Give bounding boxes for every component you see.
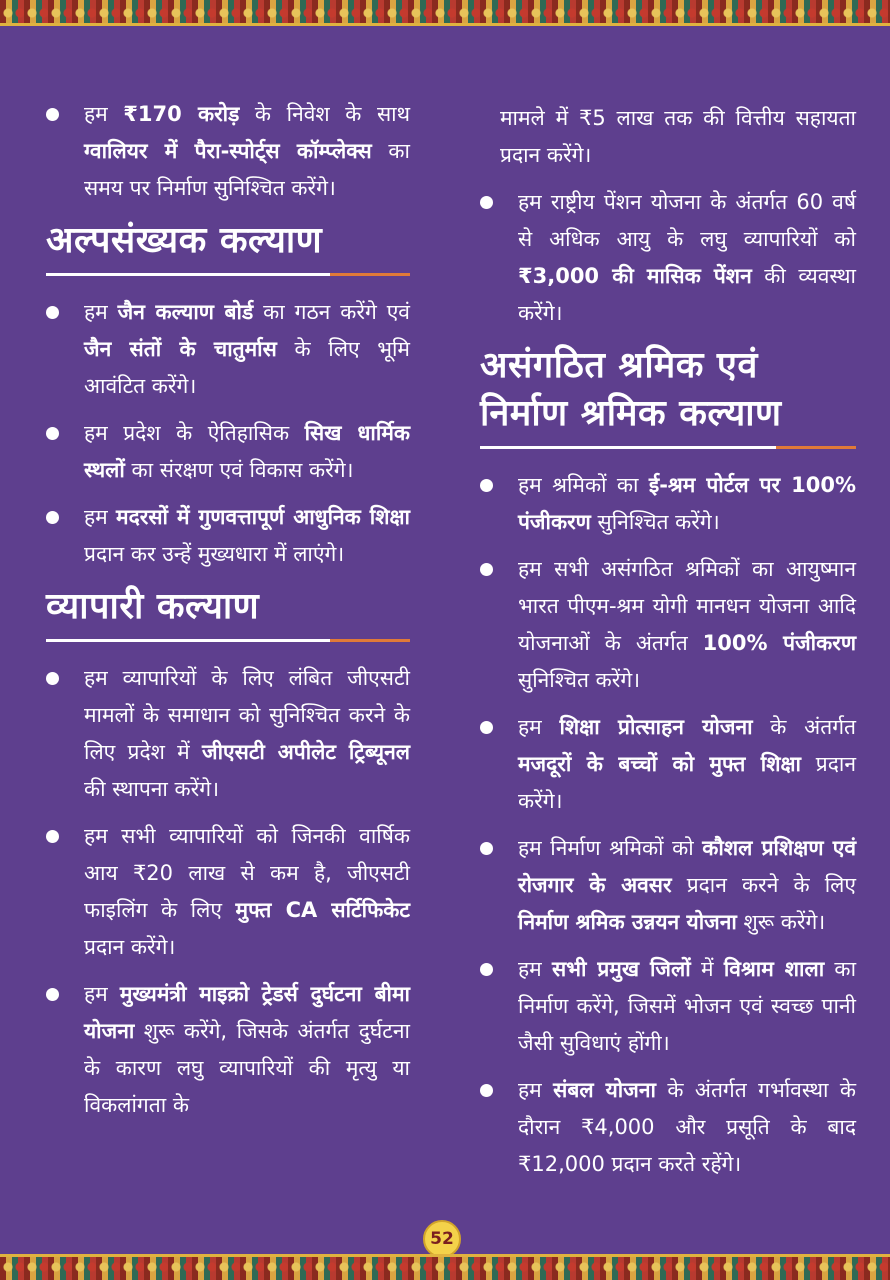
page-number: 52 [423, 1220, 461, 1258]
traders-continued-list [480, 100, 856, 332]
decorative-border-bottom [0, 1254, 890, 1280]
workers-welfare-list [480, 467, 856, 1183]
section-heading-traders-welfare: व्यापारी कल्याण [46, 586, 260, 627]
list-item: हम ₹170 करोड़ के निवेश के साथ ग्वालियर में पैरा-स्पोर्ट्स कॉम्प्लेक्स का समय पर निर्माण सुनिश्चित करेंगे। [46, 96, 410, 207]
list-item: हम निर्माण श्रमिकों को कौशल प्रशिक्षण एवं रोजगार के अवसर प्रदान करने के लिए निर्माण श्रमिक उन्नयन योजना शुरू करेंगे। [480, 830, 856, 941]
list-item: हम सभी असंगठित श्रमिकों का आयुष्मान भारत पीएम-श्रम योगी मानधन योजना आदि योजनाओं के अंतर्गत 100% पंजीकरण सुनिश्चित करेंगे। [480, 551, 856, 699]
heading-underline [46, 273, 410, 276]
section-heading-minority-welfare: अल्पसंख्यक कल्याण [46, 220, 323, 261]
heading-underline [46, 639, 410, 642]
list-item: हम मुख्यमंत्री माइक्रो ट्रेडर्स दुर्घटना बीमा योजना शुरू करेंगे, जिसके अंतर्गत दुर्घटना के कारण लघु व्यापारियों की मृत्यु या विकलांगता के [46, 976, 410, 1124]
list-item: हम श्रमिकों का ई-श्रम पोर्टल पर 100% पंजीकरण सुनिश्चित करेंगे। [480, 467, 856, 541]
heading-underline [480, 446, 856, 449]
right-column [480, 100, 856, 1193]
sports-list [46, 96, 410, 207]
list-item: हम सभी व्यापारियों को जिनकी वार्षिक आय ₹20 लाख से कम है, जीएसटी फाइलिंग के लिए मुफ्त CA सर्टिफिकेट प्रदान करेंगे। [46, 818, 410, 966]
list-item: हम सभी प्रमुख जिलों में विश्राम शाला का निर्माण करेंगे, जिसमें भोजन एवं स्वच्छ पानी जैसी सुविधाएं होंगी। [480, 951, 856, 1062]
list-item: हम मदरसों में गुणवत्तापूर्ण आधुनिक शिक्षा प्रदान कर उन्हें मुख्यधारा में लाएंगे। [46, 499, 410, 573]
section-heading-workers-welfare [480, 342, 856, 438]
decorative-border-top [0, 0, 890, 26]
left-column [46, 96, 410, 1134]
list-item-continuation: मामले में ₹5 लाख तक की वित्तीय सहायता प्रदान करेंगे। [500, 106, 856, 167]
list-item: हम व्यापारियों के लिए लंबित जीएसटी मामलों के समाधान को सुनिश्चित करने के लिए प्रदेश में जीएसटी अपीलेट ट्रिब्यूनल की स्थापना करेंगे। [46, 660, 410, 808]
heading-line: निर्माण श्रमिक कल्याण [480, 393, 782, 434]
list-item: हम राष्ट्रीय पेंशन योजना के अंतर्गत 60 वर्ष से अधिक आयु के लघु व्यापारियों को ₹3,000 की मासिक पेंशन की व्यवस्था करेंगे। [480, 184, 856, 332]
list-item: हम जैन कल्याण बोर्ड का गठन करेंगे एवं जैन संतों के चातुर्मास के लिए भूमि आवंटित करेंगे। [46, 294, 410, 405]
minority-welfare-list [46, 294, 410, 573]
list-item: हम शिक्षा प्रोत्साहन योजना के अंतर्गत मजदूरों के बच्चों को मुफ्त शिक्षा प्रदान करेंगे। [480, 709, 856, 820]
list-item: हम संबल योजना के अंतर्गत गर्भावस्था के दौरान ₹4,000 और प्रसूति के बाद ₹12,000 प्रदान करते रहेंगे। [480, 1072, 856, 1183]
list-item: हम प्रदेश के ऐतिहासिक सिख धार्मिक स्थलों का संरक्षण एवं विकास करेंगे। [46, 415, 410, 489]
traders-welfare-list [46, 660, 410, 1124]
heading-line: असंगठित श्रमिक एवं [480, 345, 758, 386]
